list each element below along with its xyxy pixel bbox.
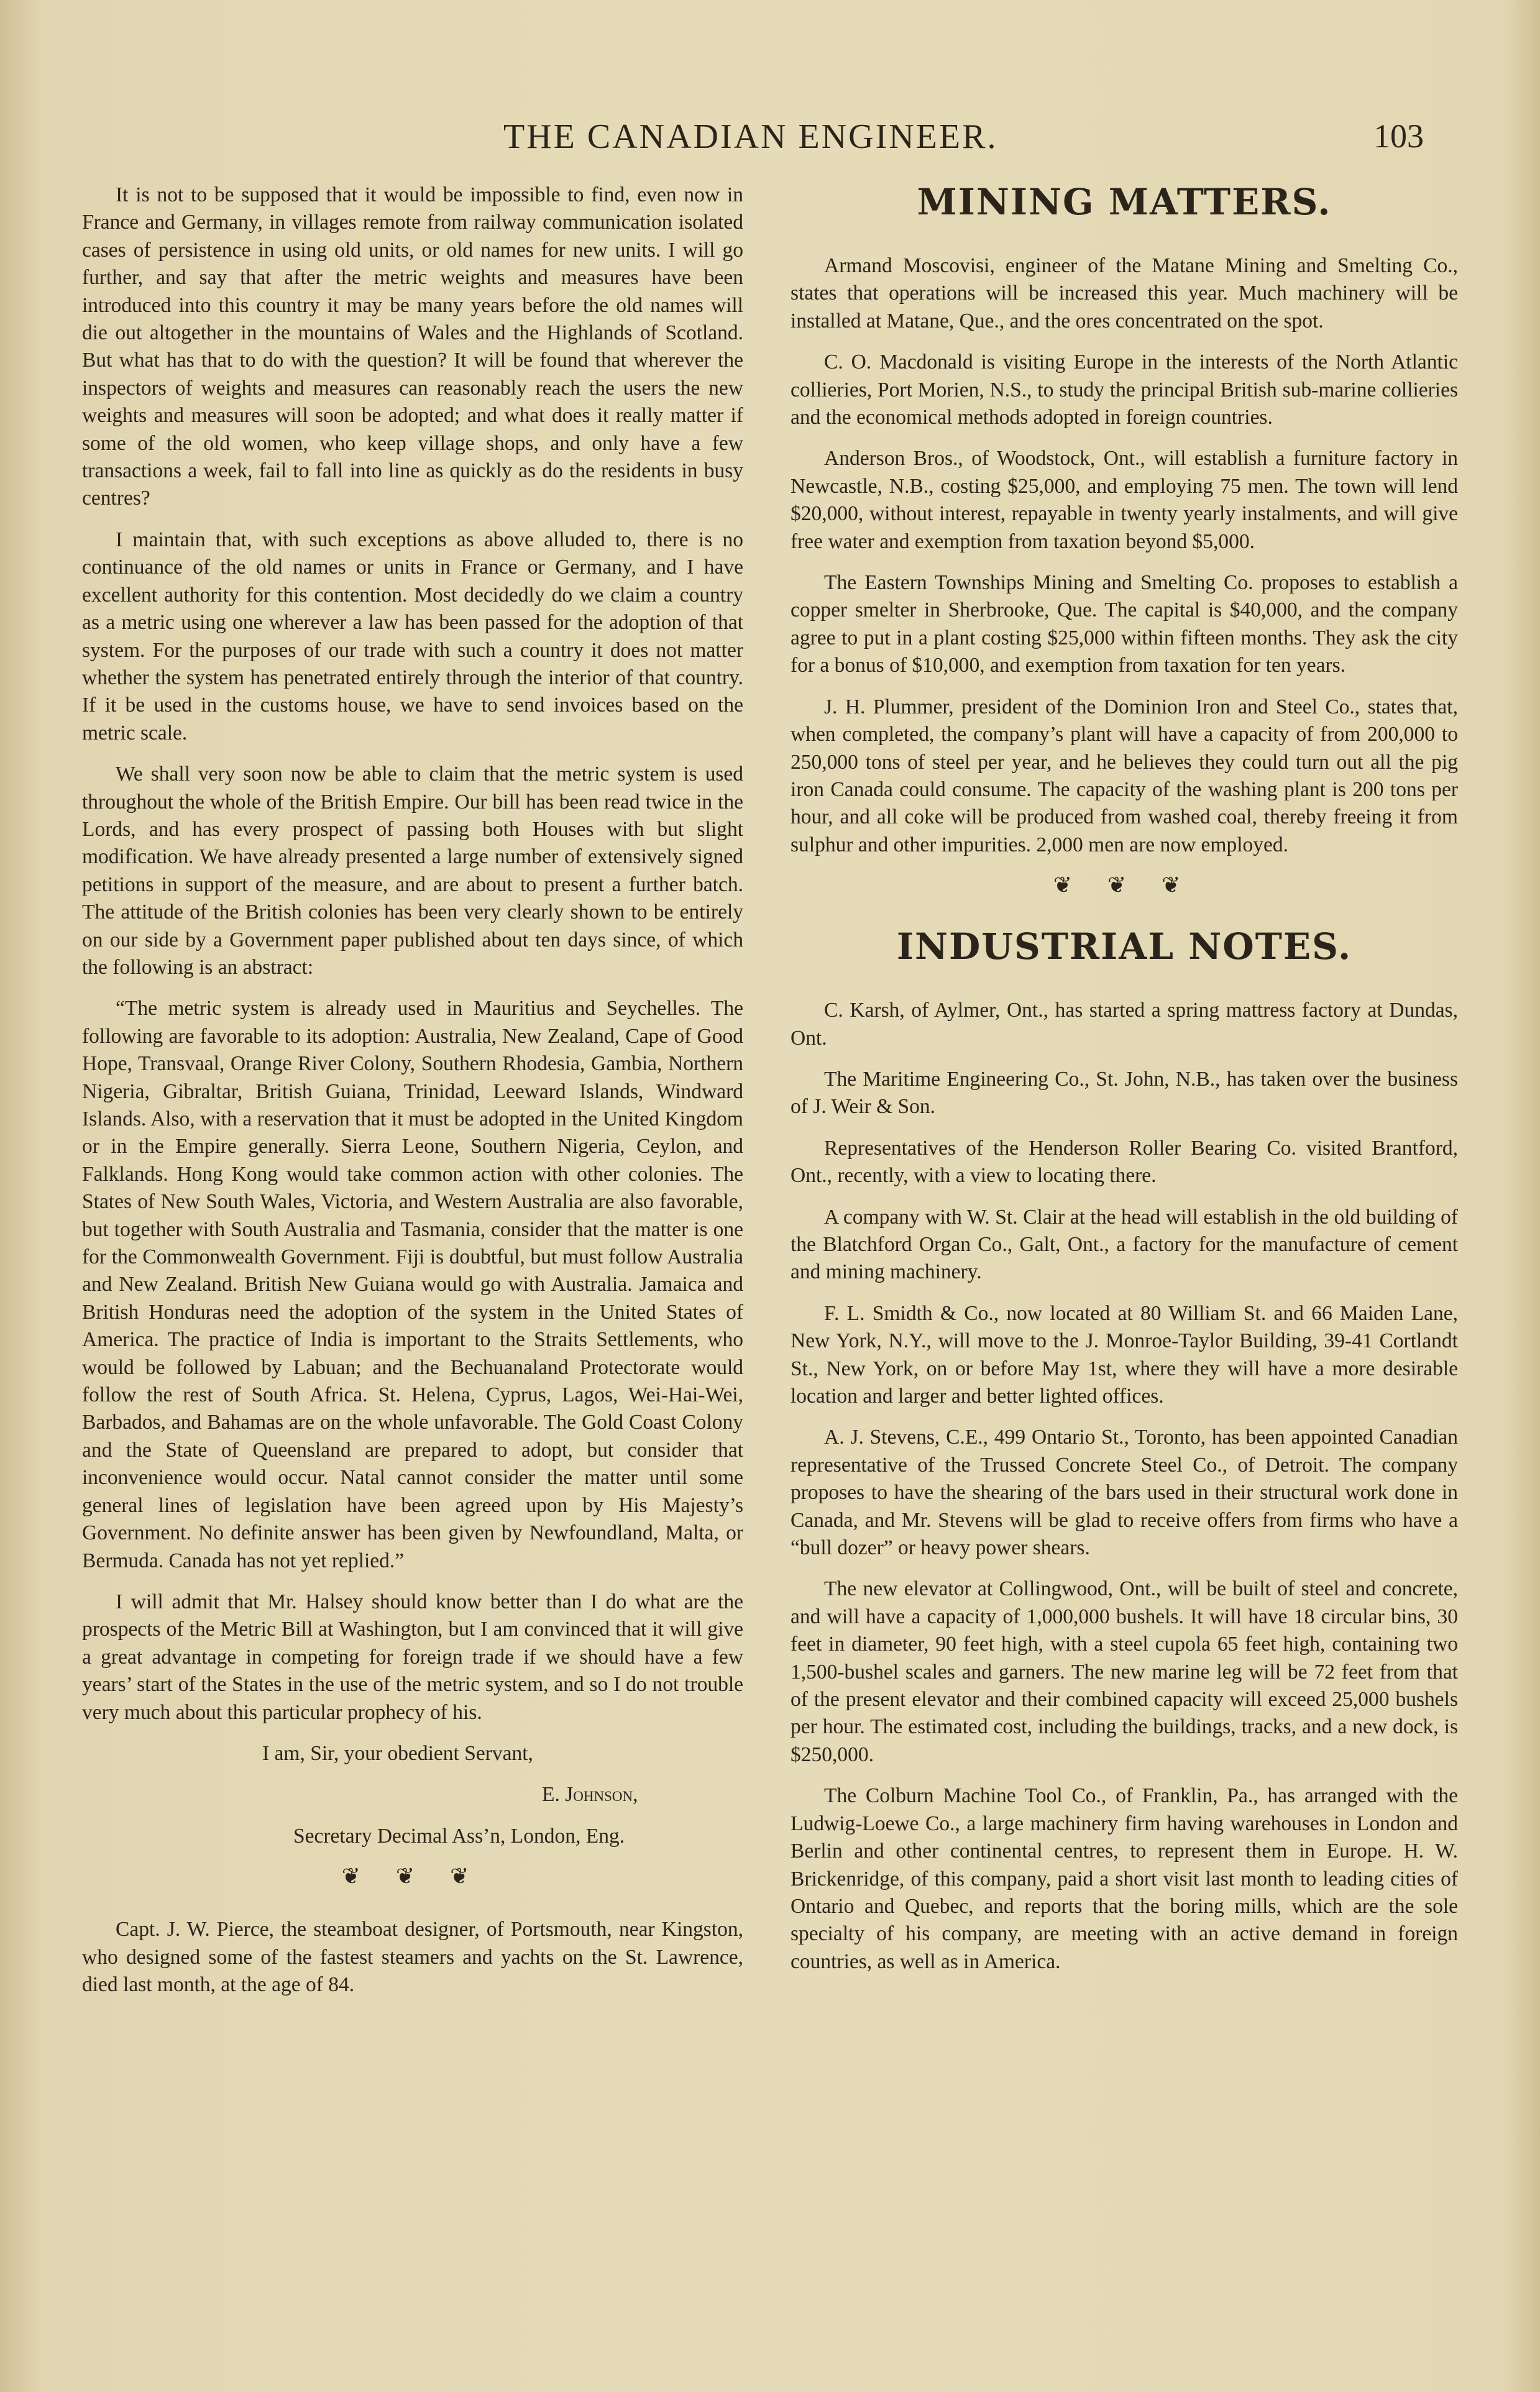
section-separator: ❦ ❦ ❦ [1053,873,1196,898]
news-item: C. Karsh, of Aylmer, Ont., has started a spring mattress factory at Dundas, Ont. [791,999,1458,1050]
left-column [82,181,743,2012]
letter-signer-title: Secretary Decimal Ass’n, London, Eng. [293,1824,625,1848]
industrial-notes-heading: INDUSTRIAL NOTES. [896,925,1352,968]
mining-matters-heading: MINING MATTERS. [917,181,1332,223]
news-item: A company with W. St. Clair at the head will establish in the old building of the Blatchford Organ Co., Galt, Ont., a factory for the manufacture of cement and mining machinery. [791,1205,1458,1284]
paragraph: Capt. J. W. Pierce, the steamboat designer, of Portsmouth, near Kingston, who designed some of the fastest steamers and yachts on the St. Lawrence, died last month, at the age of 84. [82,1918,743,1996]
paragraph: I will admit that Mr. Halsey should know better than I do what are the prospects of the Metric Bill at Washington, but I am convinced that it will give a great advantage in competing for foreign trade if we should have a few years’ start of the States in the use of the metric system, and so I do not trouble very much about this particular prophecy of his. [82,1590,743,1724]
paragraph: We shall very soon now be able to claim that the metric system is used throughout the whole of the British Empire. Our bill has been read twice in the Lords, and has every prospect of passing both Houses with but slight modification. We have already presented a large number of extensively signed petitions in support of the measure, and are about to present a further batch. The attitude of the British colonies has been very clearly shown to be entirely on our side by a Government paper published about ten days since, of which the following is an abstract: [82,763,743,979]
quoted-abstract: “The metric system is already used in Mauritius and Seychelles. The following are favorable to its adoption: Australia, New Zealand, Cape of Good Hope, Transvaal, Orange River Colony, Southern Rhodesia, Gambia, Northern Nigeria, Gibraltar, British Guiana, Trinidad, Leeward Islands, Windward Islands. Also, with a reservation that it must be adopted in the United Kingdom or in the Empire generally. Sierra Leone, Southern Nigeria, Ceylon, and Falklands. Hong Kong would take common action with other colonies. The States of New South Wales, Victoria, and Western Australia are also favorable, but together with South Australia and Tasmania, consider that the matter is one for the Commonwealth Government. Fiji is doubtful, but must follow Australia and New Zealand. British New Guiana would go with Australia. Jamaica and British Honduras need the adoption of the system in the United States of America. The practice of India is important to the Straits Settlements, who would be followed by Labuan; and the Bechuanaland Protectorate would follow the rest of South Africa. St. Helena, Cyprus, Lagos, Wei-Hai-Wei, Barbados, and Bahamas are on the whole unfavorable. The Gold Coast Colony and the State of Queensland are prepared to adopt, but consider that inconvenience would occur. Natal cannot consider the matter until some general lines of legislation have been agreed upon by His Majesty’s Government. No definite answer has been given by Newfoundland, Malta, or Bermuda. Canada has not yet replied.” [82,997,743,1572]
letter-signature: E. Johnson, [542,1783,638,1807]
news-item: A. J. Stevens, C.E., 499 Ontario St., Toronto, has been appointed Canadian representative of the Trussed Concrete Steel Co., of Detroit. The company proposes to have the shearing of the bars used in their structural work done in Canada, and Mr. Stevens will be glad to receive offers from firms who have a “bull dozer” or heavy power shears. [791,1426,1458,1560]
paragraph: It is not to be supposed that it would be impossible to find, even now in France and Germany, in villages remote from railway communication isolated cases of persistence in using old units, or old names for new units. I will go further, and say that after the metric weights and measures have been introduced into this country it may be many years before the old names will die out altogether in the mountains of Wales and the Highlands of Scotland. But what has that to do with the question? It will be found that wherever the inspectors of weights and measures can reasonably reach the users the new weights and measures will soon be adopted; and what does it really matter if some of the old women, who keep village shops, and only have a few transactions a week, fail to fall into line as quickly as do the residents in busy centres? [82,183,743,510]
news-item: Anderson Bros., of Woodstock, Ont., will establish a furniture factory in Newcastle, N.B., costing $25,000, and employing 75 men. The town will lend $20,000, without interest, repayable in twenty yearly instalments, and will give free water and exemption from taxation beyond $5,000. [791,447,1458,553]
news-item: The Colburn Machine Tool Co., of Franklin, Pa., has arranged with the Ludwig-Loewe Co., a large machinery firm having warehouses in London and Berlin and other continental centres, to represent them in Europe. H. W. Brickenridge, of this company, paid a short visit last month to leading cities of Ontario and Quebec, and reports that the boring mills, which are the sole specialty of his company, are meeting with an active demand in foreign countries, as well as in America. [791,1784,1458,1973]
news-item: J. H. Plummer, president of the Dominion Iron and Steel Co., states that, when completed, the company’s plant will have a capacity of from 200,000 to 250,000 tons of steel per year, and he believes they could turn out all the pig iron Canada could consume. The capacity of the washing plant is 200 tons per hour, and all coke will be produced from washed coal, thereby freeing it from sulphur and other impurities. 2,000 men are now employed. [791,695,1458,856]
news-item: C. O. Macdonald is visiting Europe in the interests of the North Atlantic collieries, Port Morien, N.S., to study the principal British sub-marine collieries and the economical methods adopted in foreign countries. [791,351,1458,429]
right-column [791,180,1458,1989]
news-item: The Maritime Engineering Co., St. John, N.B., has taken over the business of J. Weir & Son. [791,1067,1458,1119]
letter-closing: I am, Sir, your obedient Servant, [262,1741,533,1765]
journal-title: THE CANADIAN ENGINEER. [503,117,998,156]
paragraph: I maintain that, with such exceptions as above alluded to, there is no continuance of the old names or units in France or Germany, and I have excellent authority for this contention. Most decidedly do we claim a country as a metric using one wherever a law has been passed for the adoption of that system. For the purposes of our trade with such a country it does not matter whether the system has penetrated entirely through the interior of that country. If it be used in the customs house, we have to send invoices based on the metric scale. [82,528,743,745]
news-item: F. L. Smidth & Co., now located at 80 William St. and 66 Maiden Lane, New York, N.Y., will move to the J. Monroe-Taylor Building, 39-41 Cortlandt St., New York, on or before May 1st, where they will have a more desirable location and larger and better lighted offices. [791,1301,1458,1408]
page-number: 103 [1373,117,1424,155]
news-item: Representatives of the Henderson Roller Bearing Co. visited Brantford, Ont., recently, with a view to locating there. [791,1136,1458,1188]
running-head [0,117,1540,160]
news-item: Armand Moscovisi, engineer of the Matane Mining and Smelting Co., states that operations will be increased this year. Much machinery will be installed at Matane, Que., and the ores concentrated on the spot. [791,254,1458,332]
news-item: The new elevator at Collingwood, Ont., will be built of steel and concrete, and will have a capacity of 1,000,000 bushels. It will have 18 circular bins, 30 feet in diameter, 90 feet high, with a steel cupola 65 feet high, containing two 1,500-bushel scales and garners. The new marine leg will be 72 feet from that of the present elevator and their combined capacity will exceed 25,000 bushels per hour. The estimated cost, including the buildings, tracks, and a new dock, is $250,000. [791,1577,1458,1766]
section-separator: ❦ ❦ ❦ [341,1864,484,1889]
news-item: The Eastern Townships Mining and Smelting Co. proposes to establish a copper smelter in Sherbrooke, Que. The capital is $40,000, and the company agree to put in a plant costing $25,000 within fifteen months. They ask the city for a bonus of $10,000, and exemption from taxation for ten years. [791,571,1458,677]
